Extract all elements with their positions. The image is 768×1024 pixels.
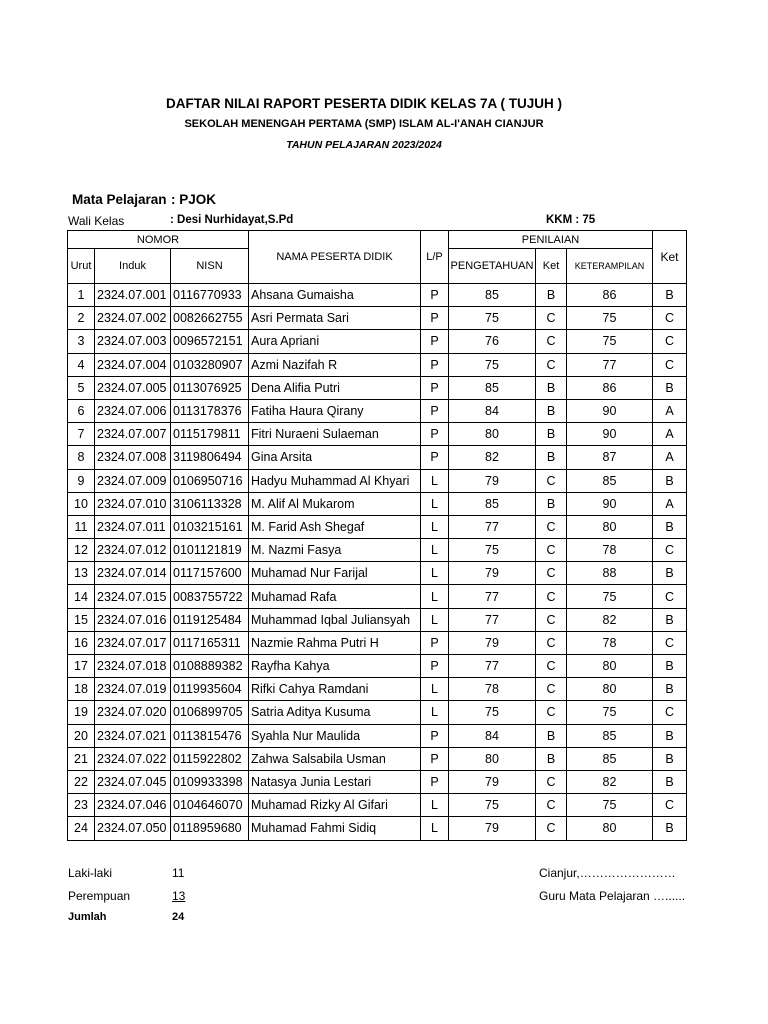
homeroom-teacher-value: : Desi Nurhidayat,S.Pd [170,214,294,226]
row-nama: Fatiha Haura Qirany [249,399,421,422]
row-pengetahuan: 79 [449,469,536,492]
row-induk: 2324.07.050 [95,817,171,840]
row-induk: 2324.07.014 [95,562,171,585]
row-ket-final: B [653,284,687,307]
row-nisn: 0103215161 [171,515,249,538]
row-pengetahuan: 80 [449,423,536,446]
row-ket-pengetahuan: B [536,399,567,422]
row-nisn: 3106113328 [171,492,249,515]
row-urut: 16 [68,631,95,654]
row-urut: 18 [68,678,95,701]
row-nisn: 0082662755 [171,307,249,330]
row-ket-final: A [653,492,687,515]
row-nama: Fitri Nuraeni Sulaeman [249,423,421,446]
table-row [68,515,687,538]
teacher-signature-label: Guru Mata Pelajaran …...... [539,889,686,903]
row-pengetahuan: 79 [449,562,536,585]
row-keterampilan: 75 [567,701,653,724]
row-lp: P [421,353,449,376]
row-ket-final: B [653,655,687,678]
row-nama: M. Alif Al Mukarom [249,492,421,515]
row-nama: Rayfha Kahya [249,655,421,678]
row-pengetahuan: 77 [449,585,536,608]
row-ket-pengetahuan: C [536,307,567,330]
row-urut: 7 [68,423,95,446]
row-pengetahuan: 79 [449,817,536,840]
row-nama: Natasya Junia Lestari [249,770,421,793]
row-lp: P [421,307,449,330]
row-induk: 2324.07.020 [95,701,171,724]
table-row [68,701,687,724]
row-keterampilan: 86 [567,284,653,307]
academic-year: TAHUN PELAJARAN 2023/2024 [286,139,442,151]
row-induk: 2324.07.018 [95,655,171,678]
row-urut: 6 [68,399,95,422]
row-ket-final: C [653,701,687,724]
page-title: DAFTAR NILAI RAPORT PESERTA DIDIK KELAS 7A ( TUJUH ) [165,96,562,111]
table-row [68,770,687,793]
row-lp: L [421,539,449,562]
row-keterampilan: 77 [567,353,653,376]
row-keterampilan: 85 [567,469,653,492]
row-lp: P [421,330,449,353]
row-ket-final: C [653,585,687,608]
row-ket-final: B [653,376,687,399]
header-urut: Urut [68,249,95,284]
row-induk: 2324.07.012 [95,539,171,562]
row-induk: 2324.07.016 [95,608,171,631]
school-name: SEKOLAH MENENGAH PERTAMA (SMP) ISLAM AL-I'ANAH CIANJUR [184,118,544,130]
table-row [68,562,687,585]
row-pengetahuan: 79 [449,631,536,654]
row-ket-pengetahuan: C [536,794,567,817]
row-nama: Gina Arsita [249,446,421,469]
row-induk: 2324.07.005 [95,376,171,399]
male-count-label: Laki-laki [68,866,113,880]
row-urut: 22 [68,770,95,793]
row-nisn: 0106899705 [171,701,249,724]
row-nisn: 0113076925 [171,376,249,399]
row-nisn: 0117157600 [171,562,249,585]
row-pengetahuan: 75 [449,701,536,724]
row-nisn: 0101121819 [171,539,249,562]
row-ket-final: C [653,330,687,353]
row-nama: Syahla Nur Maulida [249,724,421,747]
table-row [68,585,687,608]
row-urut: 12 [68,539,95,562]
female-count-label: Perempuan [68,889,131,903]
row-urut: 17 [68,655,95,678]
row-induk: 2324.07.021 [95,724,171,747]
row-nisn: 0119125484 [171,608,249,631]
row-urut: 9 [68,469,95,492]
header-induk: Induk [95,249,171,284]
kkm-value: KKM : 75 [546,214,596,226]
row-induk: 2324.07.001 [95,284,171,307]
row-pengetahuan: 77 [449,515,536,538]
row-keterampilan: 75 [567,307,653,330]
table-row [68,747,687,770]
header-nomor: NOMOR [68,231,249,249]
row-urut: 10 [68,492,95,515]
row-induk: 2324.07.017 [95,631,171,654]
row-nama: Dena Alifia Putri [249,376,421,399]
row-nisn: 0104646070 [171,794,249,817]
place-date: Cianjur,…………………… [539,866,676,880]
row-urut: 14 [68,585,95,608]
row-keterampilan: 85 [567,747,653,770]
row-ket-final: A [653,399,687,422]
row-induk: 2324.07.004 [95,353,171,376]
row-pengetahuan: 78 [449,678,536,701]
row-lp: L [421,678,449,701]
subject-label: Mata Pelajaran [72,192,167,207]
row-ket-pengetahuan: C [536,655,567,678]
header-keterampilan: KETERAMPILAN [567,249,653,284]
row-nisn: 3119806494 [171,446,249,469]
row-ket-final: B [653,562,687,585]
row-keterampilan: 80 [567,817,653,840]
row-ket-final: B [653,817,687,840]
row-ket-pengetahuan: B [536,284,567,307]
row-lp: L [421,608,449,631]
male-count-value: 11 [172,866,185,880]
row-nama: Muhammad Iqbal Juliansyah [249,608,421,631]
row-keterampilan: 90 [567,492,653,515]
row-ket-pengetahuan: C [536,631,567,654]
row-nisn: 0115922802 [171,747,249,770]
row-nama: Asri Permata Sari [249,307,421,330]
row-urut: 24 [68,817,95,840]
row-keterampilan: 85 [567,724,653,747]
grades-table [67,230,687,841]
row-nama: Azmi Nazifah R [249,353,421,376]
row-lp: P [421,423,449,446]
row-nisn: 0083755722 [171,585,249,608]
row-nama: Muhamad Rizky Al Gifari [249,794,421,817]
row-lp: P [421,724,449,747]
row-keterampilan: 86 [567,376,653,399]
row-nama: M. Farid Ash Shegaf [249,515,421,538]
table-row [68,678,687,701]
row-ket-final: B [653,770,687,793]
row-keterampilan: 90 [567,423,653,446]
table-row [68,794,687,817]
row-ket-final: C [653,353,687,376]
row-nama: Aura Apriani [249,330,421,353]
row-induk: 2324.07.006 [95,399,171,422]
row-nisn: 0118959680 [171,817,249,840]
total-count-value: 24 [172,911,185,923]
table-row [68,307,687,330]
row-nama: Muhamad Rafa [249,585,421,608]
row-lp: P [421,770,449,793]
row-nisn: 0115179811 [171,423,249,446]
row-induk: 2324.07.045 [95,770,171,793]
row-nisn: 0113178376 [171,399,249,422]
row-pengetahuan: 85 [449,492,536,515]
row-pengetahuan: 75 [449,794,536,817]
row-lp: L [421,492,449,515]
subject-value: : PJOK [171,192,217,207]
header-penilaian: PENILAIAN [449,231,653,249]
row-ket-final: B [653,608,687,631]
header-nama: NAMA PESERTA DIDIK [249,231,421,284]
row-induk: 2324.07.008 [95,446,171,469]
table-row [68,469,687,492]
table-row [68,608,687,631]
row-induk: 2324.07.022 [95,747,171,770]
row-keterampilan: 87 [567,446,653,469]
row-ket-pengetahuan: B [536,724,567,747]
row-keterampilan: 75 [567,330,653,353]
row-pengetahuan: 75 [449,539,536,562]
row-keterampilan: 82 [567,608,653,631]
row-nama: Muhamad Nur Farijal [249,562,421,585]
row-nama: Hadyu Muhammad Al Khyari [249,469,421,492]
row-ket-pengetahuan: C [536,562,567,585]
row-induk: 2324.07.019 [95,678,171,701]
row-nisn: 0103280907 [171,353,249,376]
row-nama: Ahsana Gumaisha [249,284,421,307]
row-nisn: 0113815476 [171,724,249,747]
row-pengetahuan: 84 [449,724,536,747]
row-ket-pengetahuan: B [536,423,567,446]
row-keterampilan: 75 [567,585,653,608]
row-pengetahuan: 75 [449,353,536,376]
row-keterampilan: 78 [567,539,653,562]
homeroom-teacher-label: Wali Kelas [68,214,125,228]
row-urut: 20 [68,724,95,747]
row-nisn: 0117165311 [171,631,249,654]
row-lp: P [421,631,449,654]
row-pengetahuan: 76 [449,330,536,353]
row-ket-pengetahuan: C [536,353,567,376]
row-lp: P [421,284,449,307]
row-ket-final: B [653,747,687,770]
row-induk: 2324.07.046 [95,794,171,817]
row-pengetahuan: 79 [449,770,536,793]
row-ket-pengetahuan: C [536,330,567,353]
row-lp: P [421,376,449,399]
total-count-label: Jumlah [68,911,107,923]
row-nisn: 0096572151 [171,330,249,353]
row-ket-final: A [653,446,687,469]
row-ket-pengetahuan: C [536,469,567,492]
row-lp: P [421,446,449,469]
row-lp: L [421,794,449,817]
row-ket-pengetahuan: B [536,492,567,515]
row-lp: L [421,469,449,492]
row-nama: M. Nazmi Fasya [249,539,421,562]
row-ket-final: C [653,794,687,817]
table-row [68,330,687,353]
row-keterampilan: 78 [567,631,653,654]
header-ket-final: Ket [653,231,687,284]
row-nama: Nazmie Rahma Putri H [249,631,421,654]
row-ket-pengetahuan: B [536,446,567,469]
row-nisn: 0109933398 [171,770,249,793]
row-ket-pengetahuan: B [536,376,567,399]
row-urut: 21 [68,747,95,770]
row-urut: 8 [68,446,95,469]
row-urut: 19 [68,701,95,724]
row-ket-final: C [653,307,687,330]
row-ket-pengetahuan: C [536,770,567,793]
row-nisn: 0119935604 [171,678,249,701]
row-ket-final: A [653,423,687,446]
row-nama: Satria Aditya Kusuma [249,701,421,724]
row-pengetahuan: 84 [449,399,536,422]
row-nama: Zahwa Salsabila Usman [249,747,421,770]
table-row [68,353,687,376]
row-ket-pengetahuan: C [536,678,567,701]
row-induk: 2324.07.011 [95,515,171,538]
row-urut: 11 [68,515,95,538]
row-lp: L [421,701,449,724]
table-row [68,284,687,307]
row-keterampilan: 75 [567,794,653,817]
row-ket-pengetahuan: C [536,515,567,538]
row-pengetahuan: 77 [449,608,536,631]
header-pengetahuan: PENGETAHUAN [449,249,536,284]
row-urut: 23 [68,794,95,817]
row-urut: 13 [68,562,95,585]
row-induk: 2324.07.010 [95,492,171,515]
table-row [68,423,687,446]
row-keterampilan: 88 [567,562,653,585]
row-nama: Rifki Cahya Ramdani [249,678,421,701]
table-row [68,724,687,747]
header-ket: Ket [536,249,567,284]
table-row [68,399,687,422]
row-urut: 1 [68,284,95,307]
row-ket-final: C [653,631,687,654]
row-induk: 2324.07.009 [95,469,171,492]
row-urut: 3 [68,330,95,353]
row-lp: L [421,515,449,538]
row-ket-pengetahuan: C [536,585,567,608]
row-ket-final: B [653,724,687,747]
table-row [68,376,687,399]
row-lp: P [421,655,449,678]
row-nama: Muhamad Fahmi Sidiq [249,817,421,840]
row-urut: 2 [68,307,95,330]
row-keterampilan: 82 [567,770,653,793]
row-lp: P [421,747,449,770]
row-keterampilan: 80 [567,678,653,701]
row-nisn: 0108889382 [171,655,249,678]
row-ket-final: B [653,678,687,701]
row-lp: L [421,585,449,608]
row-ket-pengetahuan: B [536,747,567,770]
row-urut: 15 [68,608,95,631]
row-keterampilan: 80 [567,515,653,538]
row-nisn: 0116770933 [171,284,249,307]
row-urut: 4 [68,353,95,376]
row-induk: 2324.07.015 [95,585,171,608]
row-pengetahuan: 75 [449,307,536,330]
table-row [68,817,687,840]
row-keterampilan: 90 [567,399,653,422]
row-ket-pengetahuan: C [536,608,567,631]
table-row [68,492,687,515]
row-keterampilan: 80 [567,655,653,678]
female-count-value: 13 [172,889,186,903]
row-ket-pengetahuan: C [536,701,567,724]
row-pengetahuan: 77 [449,655,536,678]
table-row [68,655,687,678]
row-ket-final: C [653,539,687,562]
row-ket-final: B [653,515,687,538]
header-nisn: NISN [171,249,249,284]
row-induk: 2324.07.003 [95,330,171,353]
row-urut: 5 [68,376,95,399]
row-pengetahuan: 85 [449,284,536,307]
row-lp: P [421,399,449,422]
table-row [68,446,687,469]
row-induk: 2324.07.002 [95,307,171,330]
row-pengetahuan: 85 [449,376,536,399]
header-lp: L/P [421,231,449,284]
row-pengetahuan: 80 [449,747,536,770]
row-ket-pengetahuan: C [536,817,567,840]
table-row [68,631,687,654]
row-ket-final: B [653,469,687,492]
row-lp: L [421,562,449,585]
row-nisn: 0106950716 [171,469,249,492]
row-ket-pengetahuan: C [536,539,567,562]
table-row [68,539,687,562]
row-pengetahuan: 82 [449,446,536,469]
row-lp: L [421,817,449,840]
row-induk: 2324.07.007 [95,423,171,446]
